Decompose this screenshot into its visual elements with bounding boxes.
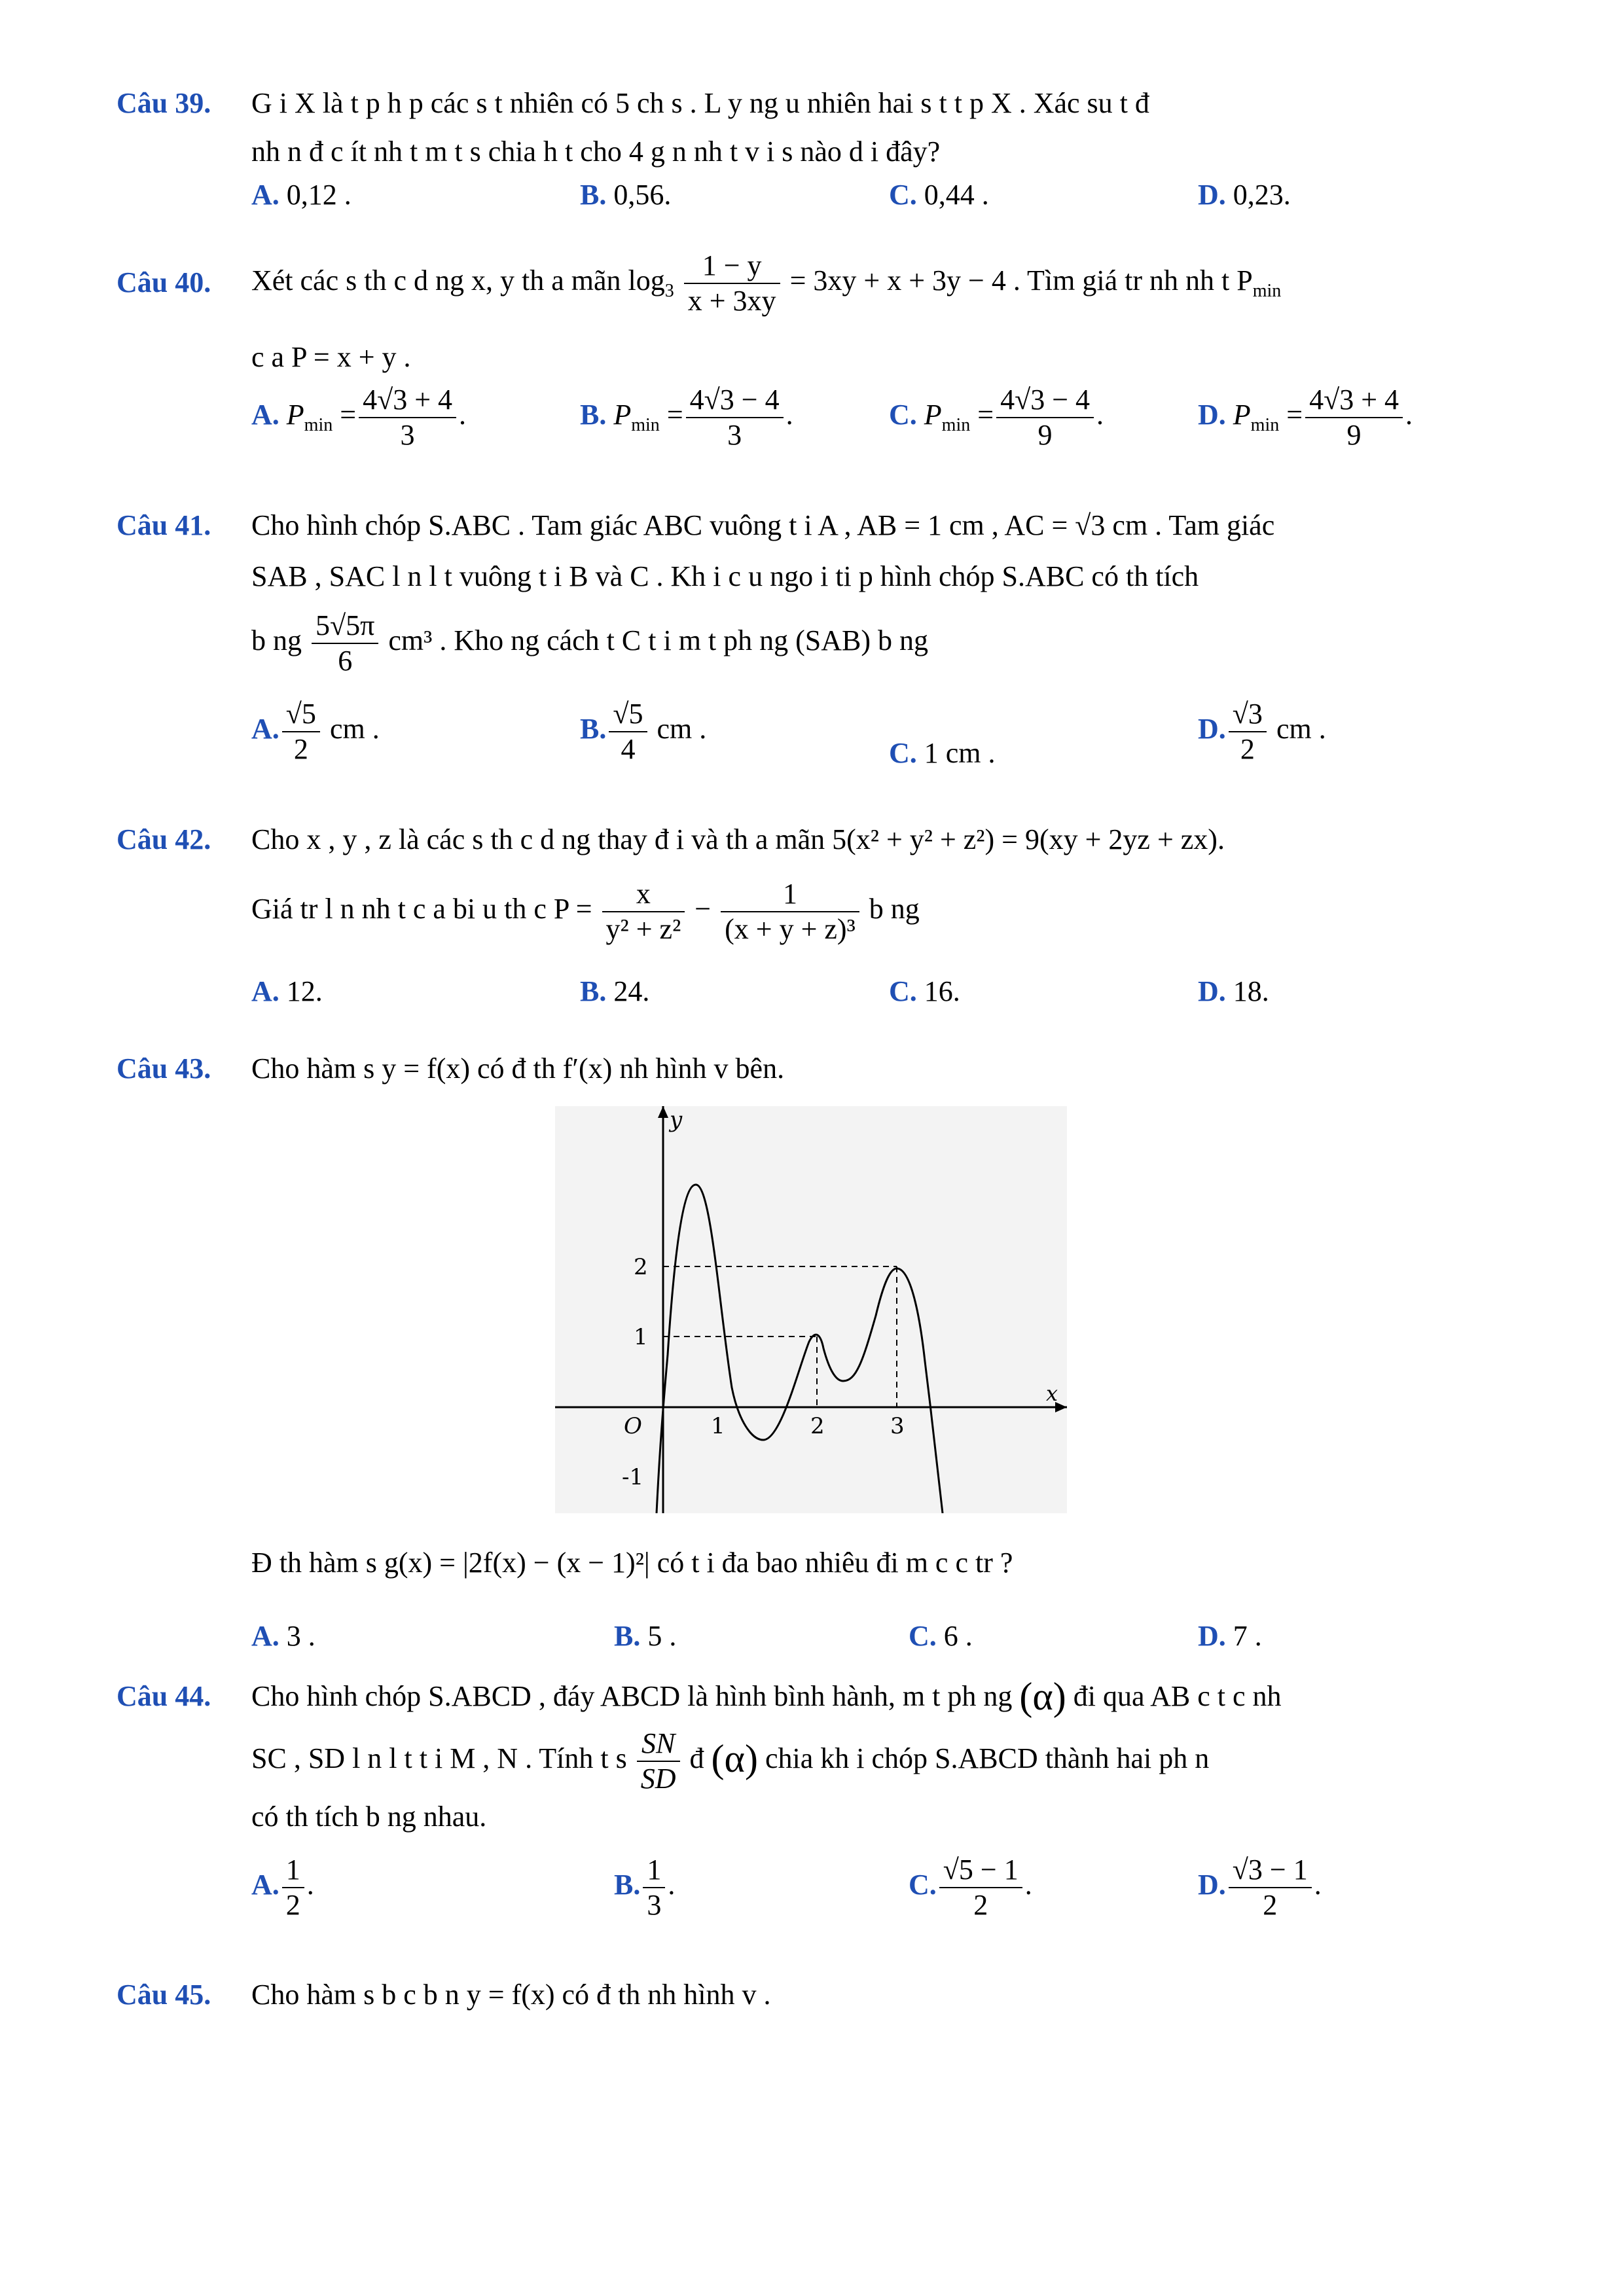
option-b: B. $\frac{1}{3}$ . [614, 1854, 676, 1921]
question-line: Cho hình chóp S.ABCD , đáy ABCD là hình bình hành, m t ph ng (α) đi qua AB c t c nh [251, 1675, 1282, 1718]
option-c: C. 0,44 . [889, 179, 989, 211]
question-line: nh n đ c ít nh t m t s chia h t cho 4 g n nh t v i s nào d i đây? [251, 135, 941, 168]
option-c: C. 1 cm . [889, 737, 996, 769]
question-line: Đ th hàm s g(x) = |2f(x) − (x − 1)²| có t i đa bao nhiêu đi m c c tr ? [251, 1547, 1013, 1579]
derivative-graph [555, 1106, 1067, 1513]
option-b: B. 24. [580, 975, 650, 1007]
question-label: Câu 43. [117, 1052, 211, 1085]
option-a: A. 0,12 . [251, 179, 352, 211]
option-a: A. $P_{min}$ = $\frac{4√3 + 4}{3}$ . [251, 384, 467, 451]
question-line: Cho hàm s b c b n y = f(x) có đ th nh hình v . [251, 1979, 771, 2011]
question-42 [117, 815, 1504, 1037]
question-43 [117, 1044, 1504, 1103]
tick-y-neg1: -1 [622, 1464, 644, 1490]
question-line: có th tích b ng nhau. [251, 1801, 487, 1833]
option-d: D. 18. [1198, 975, 1269, 1007]
question-label: Câu 44. [117, 1680, 211, 1712]
question-44 [117, 1668, 1504, 1943]
option-b: B. $\frac{√5}{4}$ cm . [580, 698, 707, 765]
fraction: $\frac{x}{\text{y² + z²}}$ [602, 877, 685, 946]
tick-x-1: 1 [711, 1413, 725, 1439]
option-b: B. 0,56. [580, 179, 672, 211]
axis-label-x: x [1046, 1381, 1058, 1406]
question-label: Câu 42. [117, 823, 211, 855]
question-line: Cho hình chóp S.ABC . Tam giác ABC vuông t i A , AB = 1 cm , AC = √3 cm . Tam giác [251, 509, 1275, 541]
fraction: $\frac{1}{\text{(x + y + z)³}}$ [721, 877, 859, 946]
origin-label: O [624, 1413, 642, 1439]
option-a: A. 12. [251, 975, 323, 1007]
fraction: $\frac{SN}{SD}$ [637, 1727, 680, 1796]
graph-background [555, 1106, 1067, 1513]
question-line: SAB , SAC l n l t vuông t i B và C . Kh i c u ngo i ti p hình chóp S.ABC có th tích [251, 560, 1199, 592]
question-43-continued [117, 1538, 1504, 1682]
question-line: c a P = x + y . [251, 341, 411, 373]
question-label: Câu 41. [117, 509, 211, 541]
question-line: b ng $\frac{5√5\pi}{6}$ cm³ . Kho ng cách t C t i m t ph ng (SAB) b ng [251, 609, 929, 677]
option-d: D. 7 . [1198, 1620, 1262, 1652]
graph-svg [555, 1106, 1067, 1513]
option-b: B. 5 . [614, 1620, 677, 1652]
question-39 [117, 79, 1504, 229]
question-label: Câu 39. [117, 87, 211, 119]
option-a: A. 3 . [251, 1620, 316, 1652]
question-41 [117, 501, 1504, 802]
option-b: B. $P_{min}$ = $\frac{4√3 - 4}{3}$ . [580, 384, 793, 451]
option-c: C. 16. [889, 975, 960, 1007]
question-label: Câu 40. [117, 266, 211, 298]
question-line: Cho hàm s y = f(x) có đ th f′(x) nh hình v bên. [251, 1052, 785, 1085]
question-line: G i X là t p h p các s t nhiên có 5 ch s . L y ng u nhiên hai s t t p X . Xác su t đ [251, 87, 1149, 119]
option-a: A. $\frac{√5}{2}$ cm . [251, 698, 380, 765]
tick-x-2: 2 [810, 1413, 825, 1439]
option-d: D. $\frac{√3 - 1}{2}$ . [1198, 1854, 1322, 1921]
option-c: C. $P_{min}$ = $\frac{4√3 - 4}{9}$ . [889, 384, 1104, 451]
question-40 [117, 249, 1504, 484]
question-label: Câu 45. [117, 1979, 211, 2011]
question-line: Giá tr l n nh t c a bi u th c P = $\frac{x}{\text{y² + z²}}$ − $\frac{1}{\text{(x + y + z)³}}$ b ng [251, 878, 920, 945]
question-line: Xét các s th c d ng x, y th a mãn $\log_3$ $\frac{1 - y}{x + 3xy}$ = 3xy + x + 3y − 4 . Tìm giá tr nh nh t $P_{min}$ [251, 249, 1282, 317]
question-45 [117, 1970, 1504, 2029]
option-c: C. 6 . [909, 1620, 973, 1652]
axis-label-y: y [670, 1107, 683, 1133]
option-d: D. 0,23. [1198, 179, 1291, 211]
option-d: D. $P_{min}$ = $\frac{4√3 + 4}{9}$ . [1198, 384, 1413, 451]
question-line: Cho x , y , z là các s th c d ng thay đ i và th a mãn 5(x² + y² + z²) = 9(xy + 2yz + zx). [251, 823, 1225, 855]
option-a: A. $\frac{1}{2}$ . [251, 1854, 314, 1921]
tick-x-3: 3 [890, 1413, 905, 1439]
option-d: D. $\frac{√3}{2}$ cm . [1198, 698, 1326, 765]
tick-y-1: 1 [634, 1324, 648, 1350]
fraction: $\frac{5√5\pi}{6}$ [312, 609, 378, 678]
question-line: SC , SD l n l t t i M , N . Tính t s $\frac{SN}{SD}$ đ (α) chia kh i chóp S.ABCD thành hai ph n [251, 1727, 1210, 1795]
fraction: $\frac{1 - y}{x + 3xy}$ [684, 249, 780, 318]
tick-y-2: 2 [634, 1254, 648, 1280]
option-c: C. $\frac{√5 - 1}{2}$ . [909, 1854, 1032, 1921]
